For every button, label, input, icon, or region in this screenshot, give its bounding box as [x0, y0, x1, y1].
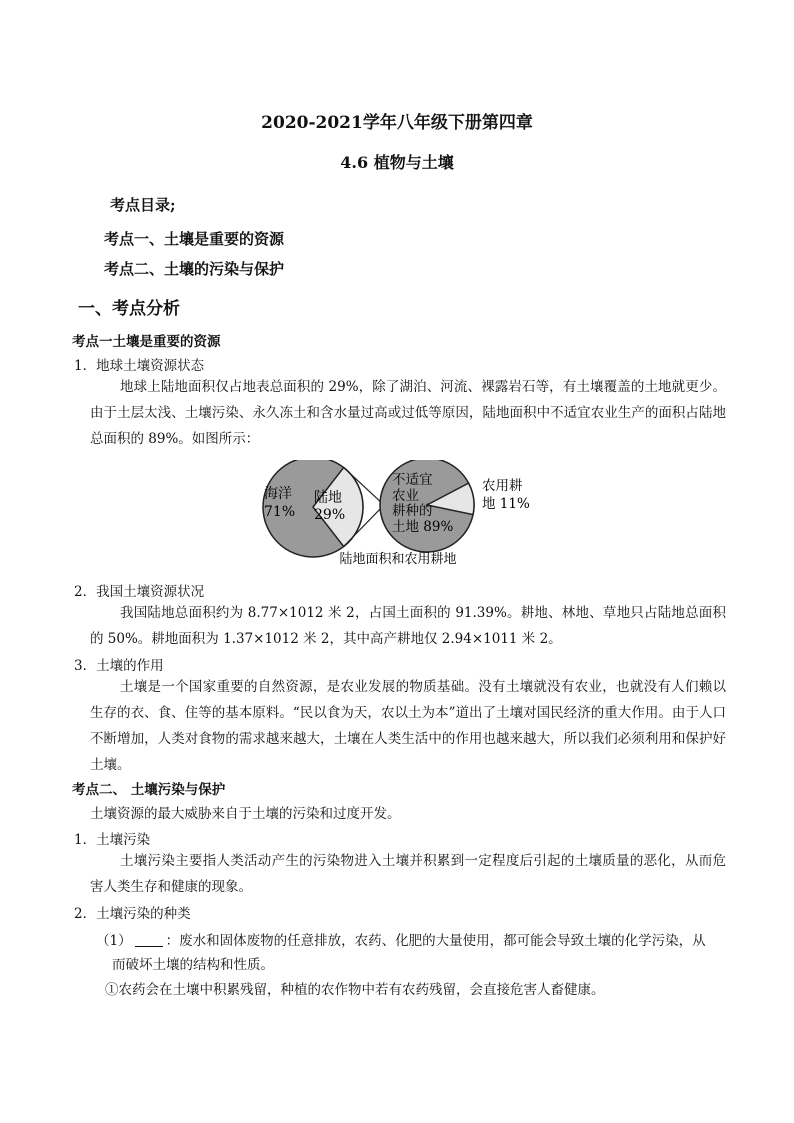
section-heading: 一、考点分析	[78, 299, 180, 319]
item3-title: 3．土壤的作用	[74, 658, 164, 674]
land-label: 陆地	[314, 490, 342, 506]
item5-sub1-line	[96, 929, 706, 949]
item5-sub1-prefix: （1）	[96, 933, 132, 949]
land-value: 29%	[314, 507, 346, 523]
right-pie	[380, 460, 530, 552]
toc-item-1: 考点一、土壤是重要的资源	[104, 230, 285, 248]
fill-in-blank[interactable]	[135, 932, 163, 947]
kp1-title: 考点一土壤是重要的资源	[72, 334, 221, 350]
kp2-intro: 土壤资源的最大威胁来自于土壤的污染和过度开发。	[90, 806, 401, 822]
figure-caption: 陆地面积和农用耕地	[339, 552, 457, 567]
item3-paragraph: 土壤是一个国家重要的自然资源，是农业发展的物质基础。没有土壤就没有农业，也就没有人们赖以生存的衣、食、住等的基本原料。“民以食为天，农以土为本”道出了土壤对国民经济的重大作用。由于人口不断增加，人类对食物的需求越来越大，土壤在人类生活中的作用也越来越大，所以我们必须利用和保护好土壤。	[90, 679, 726, 773]
arable-label-1: 农用耕	[482, 478, 523, 494]
item4-paragraph: 土壤污染主要指人类活动产生的污染物进入土壤并积累到一定程度后引起的土壤质量的恶化，从而危害人类生存和健康的现象。	[90, 853, 726, 895]
arable-label-2: 地 11%	[482, 496, 530, 512]
pie-figure-svg	[256, 460, 540, 570]
kp2-title: 考点二、 土壤污染与保护	[72, 782, 226, 798]
item2-paragraph: 我国陆地总面积约为 8.77×1012 米 2，占国土面积的 91.39%。耕地、林地、草地只占陆地总面积的 50%。耕地面积为 1.37×1012 米 2，其中高产耕地仅 2.94×1011 米 2。	[90, 605, 726, 647]
unsuitable-label-3: 耕种的	[392, 503, 433, 519]
item5-sub1-cont: 而破坏土壤的结构和性质。	[112, 957, 274, 973]
document-subtitle: 4.6 植物与土壤	[340, 153, 454, 172]
unsuitable-label-2: 农业	[392, 488, 419, 504]
unsuitable-label-1: 不适宜	[392, 472, 433, 488]
unsuitable-label-4: 土地 89%	[392, 519, 454, 535]
item5-sub1-text: ：废水和固体废物的任意排放，农药、化肥的大量使用，都可能会导致土壤的化学污染，从	[165, 933, 706, 949]
land-area-figure	[256, 460, 540, 570]
item2-title: 2．我国土壤资源状况	[74, 584, 205, 600]
item4-title: 1．土壤污染	[74, 832, 151, 848]
toc-heading: 考点目录;	[110, 196, 176, 214]
item1-title: 1．地球土壤资源状态	[74, 358, 205, 374]
toc-item-2: 考点二、土壤的污染与保护	[104, 260, 285, 278]
item5-sub1-point-a: ①农药会在土壤中积累残留，种植的农作物中若有农药残留，会直接危害人畜健康。	[105, 982, 605, 998]
ocean-label: 海洋	[264, 486, 292, 502]
document-title: 2020-2021学年八年级下册第四章	[261, 113, 533, 133]
ocean-value: 71%	[264, 504, 296, 520]
item5-title: 2．土壤污染的种类	[74, 906, 191, 922]
item1-paragraph: 地球上陆地面积仅占地表总面积的 29%，除了湖泊、河流、裸露岩石等，有土壤覆盖的土地就更少。由于土层太浅、土壤污染、永久冻土和含水量过高或过低等原因，陆地面积中不适宜农业生产的面积占陆地总面积的 89%。如图所示：	[90, 379, 726, 447]
